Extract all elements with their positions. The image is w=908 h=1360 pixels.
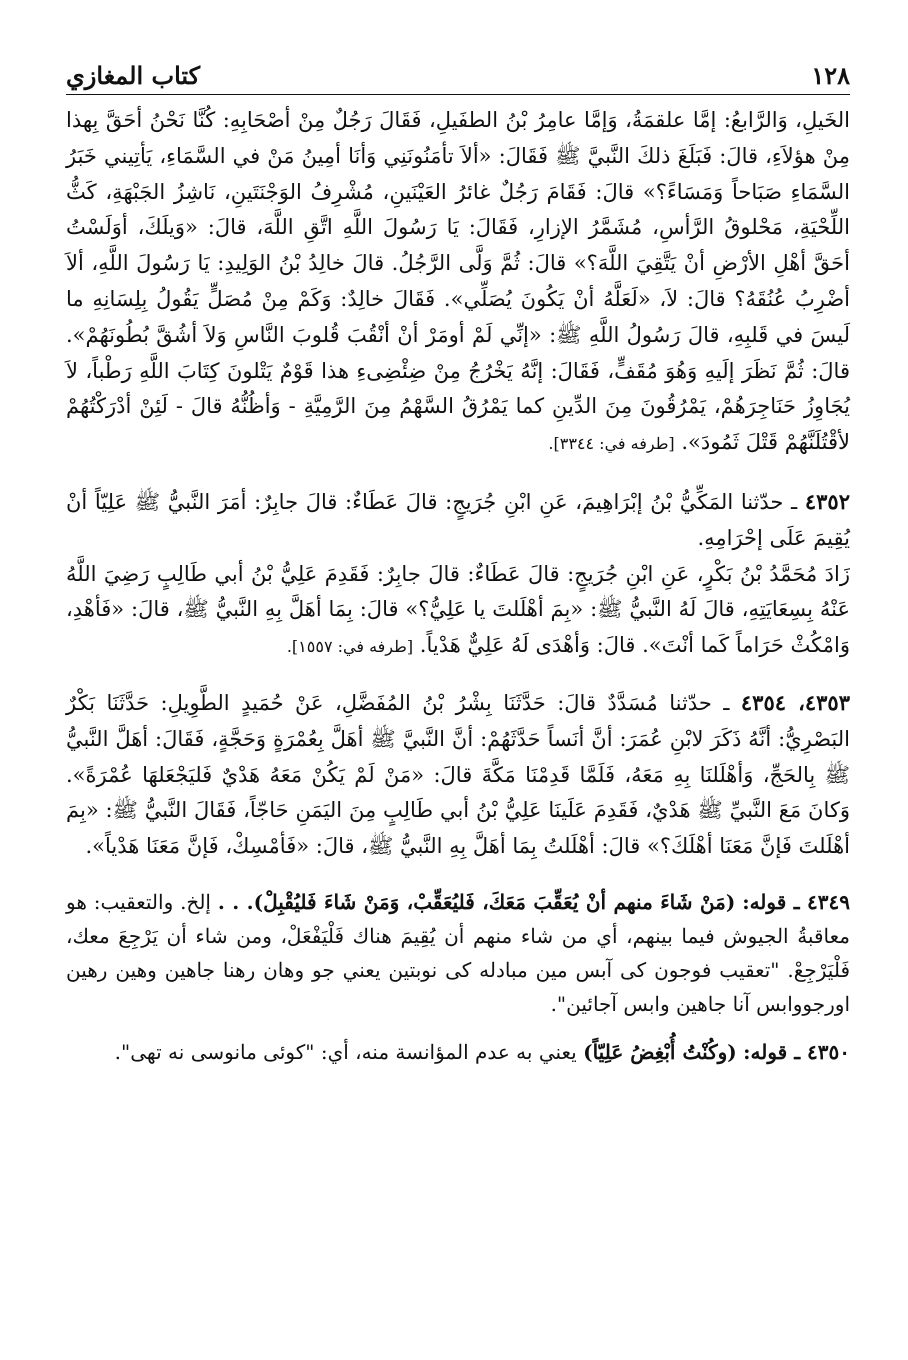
hadith-sub-text: زَادَ مُحَمَّدُ بْنُ بَكْرٍ، عَنِ ابْنِ جُرَيجٍ: قالَ عَطَاءٌ: قالَ جابِرٌ: فَقَدِمَ عَلِيُّ بْنُ أبي طَالِبٍ رَضِيَ اللَّهُ عَنْهُ بِسِعَايَتِهِ، قالَ لَهُ النَّبيُّ ﷺ: «بِمَ أهْلَلتَ يا عَلِيُّ؟» قالَ: بِمَا أهَلَّ بِهِ النَّبيُّ ﷺ، قالَ: «فَأهْدِ، وَامْكُثْ حَرَاماً كَما أنْتَ». قالَ: وَأهْدَى لَهُ عَلِيٌّ هَدْياً.	[66, 561, 850, 658]
hadith-number: ٤٣٥٣، ٤٣٥٤	[740, 689, 850, 715]
hadith-4353-main	[66, 685, 850, 865]
note-quote: (وكُنْتُ أُبْغِضُ عَلِيّاً)	[583, 1039, 737, 1064]
hadith-4352-addition	[66, 557, 850, 665]
hadith-dash: ـ	[711, 690, 730, 715]
note-head: ٤٣٥٠ ـ قوله:	[743, 1039, 850, 1064]
page-header	[66, 50, 850, 95]
hadith-ref: [طرفه في: ١٥٥٧].	[286, 637, 414, 657]
main-paragraph-text: الخَيلِ، وَالرَّابعُ: إمَّا علقمَةُ، وَإمَّا عامِرُ بْنُ الطفَيلِ، فَقَالَ رَجُلٌ مِنْ أصْحَابِهِ: كُنَّا نَحْنُ أحَقَّ بِهذا مِنْ هؤلاَءِ، قالَ: فَبَلَغَ ذلكَ النَّبيَّ ﷺ فَقَالَ: «ألاَ تأمَنُونَنِي وَأنَا أمِينُ مَنْ في السَّمَاءِ، يَأتِيني خَبَرُ السَّمَاءِ صَبَاحاً وَمَسَاءً؟» قالَ: فَقَامَ رَجُلٌ غائرُ العَيْنَينِ، مُشْرِفُ الوَجْنَتَينِ، نَاشِزُ الجَبْهَةِ، كَثُّ اللِّحْيَةِ، مَحْلوقُ الرَّأسِ، مُشَمَّرُ الإزارِ، فَقَالَ: يَا رَسُولَ اللَّهِ اتَّقِ اللَّهَ، قالَ: «وَيلَكَ، أوَلَسْتُ أحَقَّ أهْلِ الأرْضِ أنْ يَتَّقِيَ اللَّهَ؟» قالَ: ثُمَّ وَلَّى الرَّجُلُ. قالَ خالِدُ بْنُ الوَلِيدِ: يَا رَسُولَ اللَّهِ، ألاَ أضْرِبُ عُنُقَهُ؟ قالَ: لاَ، «لَعَلَّهُ أنْ يَكُونَ يُصَلِّي». فَقَالَ خالِدٌ: وَكَمْ مِنْ مُصَلٍّ يَقُولُ بِلِسَانِهِ ما لَيسَ في قَلبِهِ، قالَ رَسُولُ اللَّهِ ﷺ: «إنِّي لَمْ أومَرْ أنْ أنْقُبَ قُلوبَ النَّاسِ وَلاَ أشُقَّ بُطُونَهُمْ». قالَ: ثُمَّ نَظَرَ إلَيهِ وَهُوَ مُقَفٍّ، فَقَالَ: إنَّهُ يَخْرُجُ مِنْ ضِئْضِىءِ هذا قَوْمٌ يَتْلونَ كِتَابَ اللَّهِ رَطْباً، لاَ يُجَاوِزُ حَنَاجِرَهُمْ، يَمْرُقُونَ مِنَ الدِّينِ كما يَمْرُقُ السَّهْمُ مِنَ الرَّمِيَّةِ - وَأظُنُّهُ قالَ - لَئِنْ أدْرَكْتُهُمْ لأقْتُلَنَّهُمْ قَتْلَ ثَمُودَ».	[66, 108, 850, 455]
note-4350	[66, 1035, 850, 1069]
hadith-text: حدّثنا المَكِّيُّ بْنُ إبْرَاهِيمَ، عَنِ ابْنِ جُرَيجٍ: قالَ عَطَاءٌ: قالَ جابِرٌ: أمَرَ النَّبيُّ ﷺ عَلِيّاً أنْ يُقِيمَ عَلَى إحْرَامِهِ.	[66, 489, 850, 550]
hadith-4352-main	[66, 484, 850, 557]
hadith-number: ٤٣٥٢	[804, 488, 850, 514]
hadith-text: حدّثنا مُسَدَّدٌ قالَ: حَدَّثَنَا بِشْرُ بْنُ المُفَضَّلِ، عَنْ حُمَيدٍ الطَّوِيلِ: حَدَّثَنَا بَكْرٌ البَصْرِيُّ: أنَّهُ ذَكَرَ لابْنِ عُمَرَ: أنَّ أنَساً حَدَّثَهُمْ: أنَّ النَّبيَّ ﷺ أهَلَّ بِعُمْرَةٍ وَحَجَّةٍ، فَقَالَ: أهَلَّ النَّبيُّ ﷺ بِالحَجِّ، وَأهْلَلنَا بِهِ مَعَهُ، فَلَمَّا قَدِمْنَا مَكَّةَ قالَ: «مَنْ لَمْ يَكُنْ مَعَهُ هَدْيٌ فَليَجْعَلهَا عُمْرَةً». وَكانَ مَعَ النَّبيِّ ﷺ هَدْيٌ، فَقَدِمَ عَلَينَا عَلِيُّ بْنُ أبي طَالِبٍ مِنَ اليَمَنِ حَاجّاً، فَقَالَ النَّبيُّ ﷺ: «بِمَ أهْلَلتَ فَإنَّ مَعَنَا أهْلَكَ؟» قالَ: أهْلَلتُ بِمَا أهَلَّ بِهِ النَّبيُّ ﷺ، قالَ: «فَأمْسِكْ، فَإنَّ مَعَنَا هَدْياً».	[66, 690, 850, 859]
note-quote: (مَنْ شَاءَ منهم أنْ يُعَقِّبَ مَعَكَ، فَليُعَقِّبْ، وَمَنْ شَاءَ فَليُقْبِلْ). . .	[217, 889, 736, 914]
page-number: ١٢٨	[811, 61, 850, 90]
hadith-dash: ـ	[783, 489, 798, 514]
note-4349	[66, 885, 850, 1021]
main-paragraph	[66, 103, 850, 462]
hadith-4353	[66, 685, 850, 865]
note-text: يعني به عدم المؤانسة منه، أي: "كوئى مانوسى نه تهى".	[114, 1039, 577, 1064]
main-paragraph-ref: [طرفه في: ٣٣٤٤].	[548, 434, 675, 454]
note-head: ٤٣٤٩ ـ قوله:	[742, 889, 850, 914]
note-text: إلخ. والتعقيب: هو معاقبةُ الجيوش فيما بينهم، أي من شاء منهم أن يُقِيمَ هناك فَلْيَفْعَلْ، ومن شاء أن يَرْجِعَ معك، فَلْيَرْجِعْ. "تعقيب فوجون كى آبس مين مبادله كى نوبتين يعني جو وهان رهنا جاهين وهين رهين اورجووابس آنا جاهين وابس آجائين".	[66, 889, 850, 1016]
running-title: كتاب المغازي	[66, 61, 201, 90]
hadith-4352	[66, 484, 850, 665]
